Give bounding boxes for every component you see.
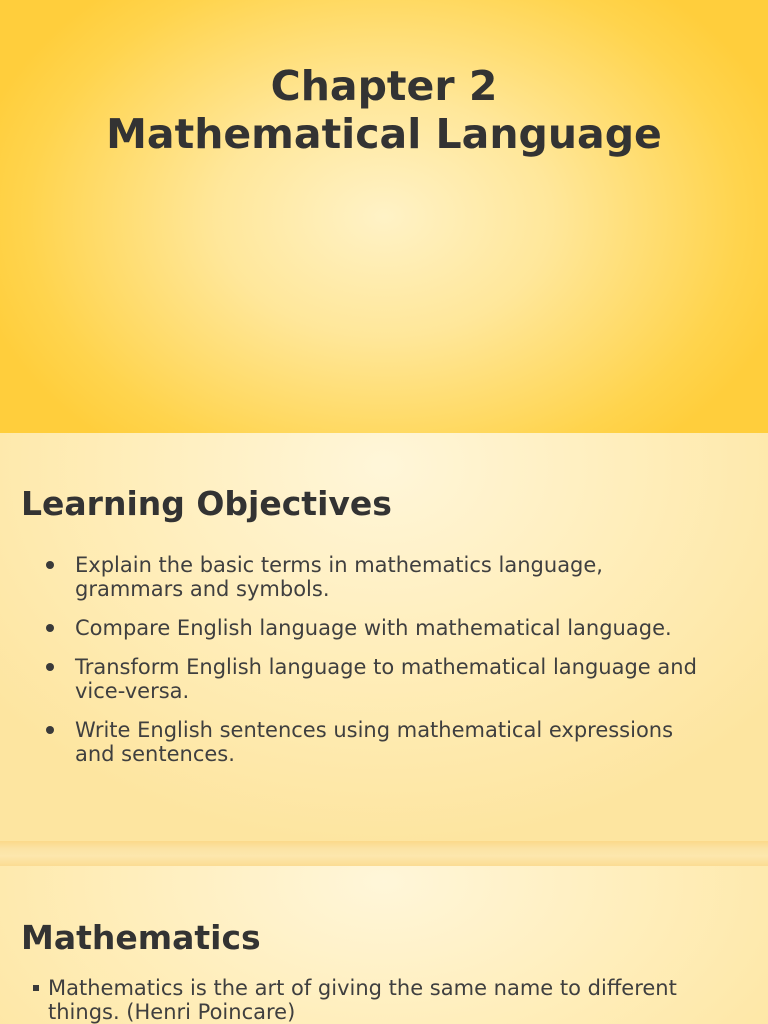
list-item	[0, 976, 768, 1024]
mathematics-heading: Mathematics	[21, 918, 261, 957]
slide-separator	[0, 841, 768, 866]
slide-title	[0, 62, 768, 158]
bullet-dot-icon	[46, 624, 54, 632]
mathematics-list	[0, 976, 768, 1024]
objectives-list	[0, 553, 768, 781]
list-item	[0, 718, 768, 766]
objective-text: Write English sentences using mathematical expressions and sentences.	[75, 718, 674, 766]
objective-text: Compare English language with mathematical language.	[75, 616, 672, 640]
list-item	[0, 553, 768, 601]
title-line-chapter: Chapter 2	[270, 62, 498, 110]
bullet-dot-icon	[46, 726, 54, 734]
bullet-dot-icon	[46, 663, 54, 671]
objectives-heading: Learning Objectives	[21, 484, 392, 523]
title-slide	[0, 0, 768, 433]
bullet-square-icon	[33, 985, 39, 991]
title-line-subject: Mathematical Language	[106, 110, 662, 158]
list-item	[0, 616, 768, 640]
list-item	[0, 655, 768, 703]
mathematics-point-text: Mathematics is the art of giving the same name to different things. (Henri Poincare)	[48, 976, 677, 1024]
learning-objectives-slide	[0, 433, 768, 841]
objective-text: Transform English language to mathematical language and vice-versa.	[75, 655, 697, 703]
mathematics-slide	[0, 866, 768, 1024]
objective-text: Explain the basic terms in mathematics language, grammars and symbols.	[75, 553, 603, 601]
bullet-dot-icon	[46, 561, 54, 569]
